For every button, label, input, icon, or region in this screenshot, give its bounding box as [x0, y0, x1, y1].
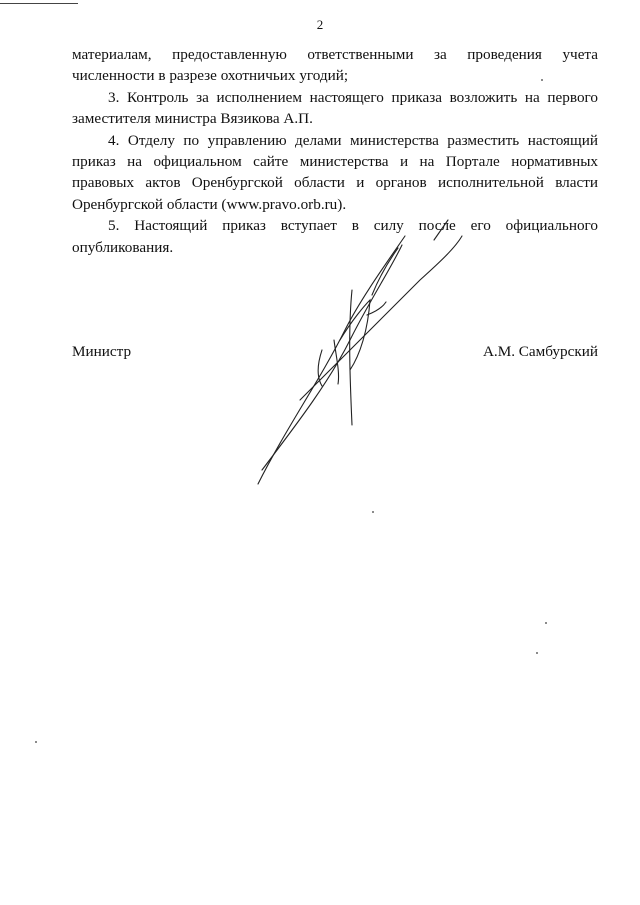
- paragraph-item-4: 4. Отделу по управлению делами министерства разместить настоящий приказ на официальном сайте министерства и на Портале нормативных правовых актов Оренбургской области и органов исполнительной власти Оренбургской области (www.pravo.orb.ru).: [72, 131, 598, 213]
- scan-speck: [536, 652, 538, 654]
- paragraph-item-5: 5. Настоящий приказ вступает в силу после его официального опубликования.: [72, 217, 598, 256]
- paragraph-continuation: материалам, предоставленную ответственными за проведения учета численности в разрезе охотничьих угодий;: [72, 46, 598, 85]
- scan-speck: [35, 741, 37, 743]
- paragraph-item-3: 3. Контроль за исполнением настоящего приказа возложить на первого заместителя министра Вязикова А.П.: [72, 88, 598, 128]
- scan-speck: [545, 622, 547, 624]
- scan-speck: [541, 79, 543, 81]
- document-body: [72, 44, 598, 258]
- scan-speck: [372, 511, 374, 513]
- signer-name: А.М. Самбурский: [482, 343, 598, 360]
- header-rule: [0, 3, 78, 4]
- page-number: 2: [316, 17, 324, 32]
- signer-title: Министр: [72, 343, 132, 360]
